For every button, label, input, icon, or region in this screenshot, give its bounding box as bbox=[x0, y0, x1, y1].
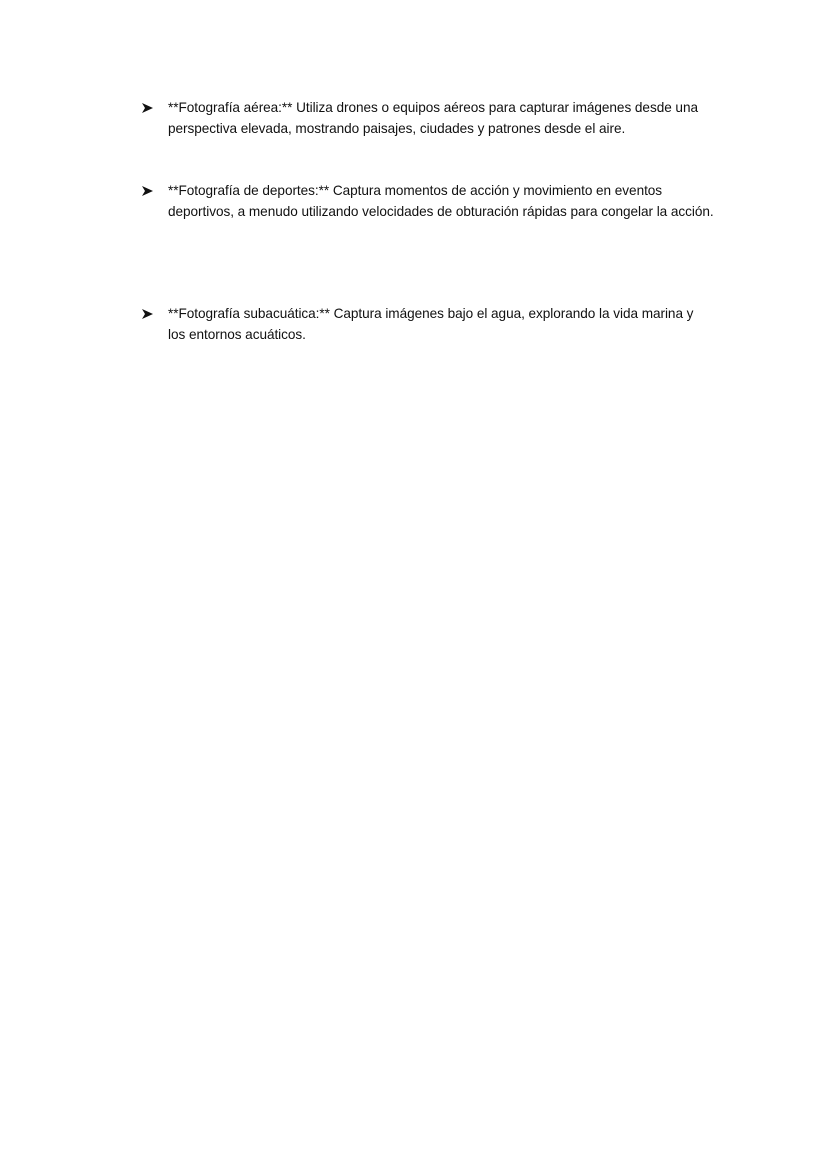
arrowhead-bullet-icon bbox=[142, 304, 156, 324]
list-item-text: **Fotografía de deportes:** Captura momentos de acción y movimiento en eventos deportivos, a menudo utilizando velocidades de obturación rápidas para congelar la acción. bbox=[168, 183, 714, 219]
arrowhead-bullet-icon bbox=[142, 98, 156, 118]
arrowhead-bullet-icon bbox=[142, 181, 156, 201]
list-item-text: **Fotografía subacuática:** Captura imágenes bajo el agua, explorando la vida marina y los entornos acuáticos. bbox=[168, 306, 694, 342]
list-item-text: **Fotografía aérea:** Utiliza drones o equipos aéreos para capturar imágenes desde una perspectiva elevada, mostrando paisajes, ciudades y patrones desde el aire. bbox=[168, 100, 698, 136]
